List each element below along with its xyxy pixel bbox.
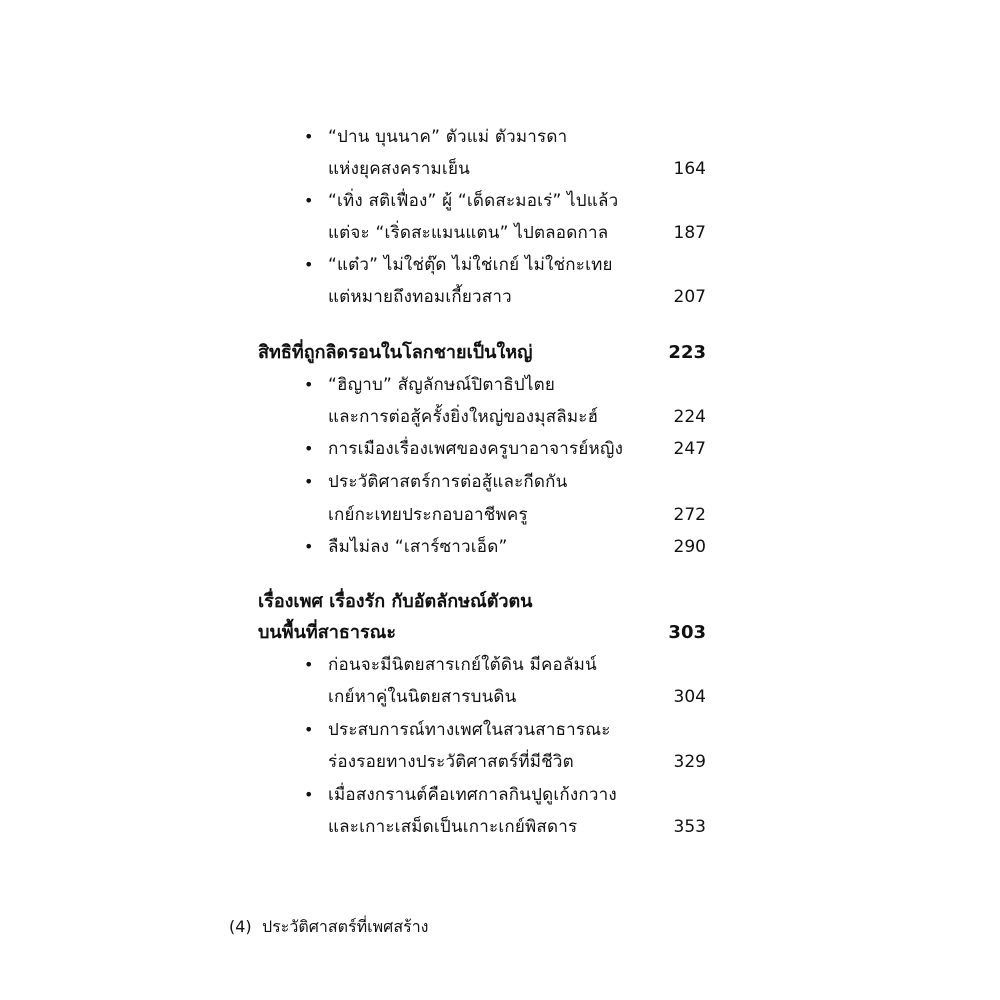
toc-entry-page-number: 207 bbox=[673, 287, 706, 307]
toc-entry-page-number: 187 bbox=[673, 223, 706, 243]
toc-entry-page-number: 247 bbox=[673, 439, 706, 459]
toc-entry-page-number: 304 bbox=[673, 687, 706, 707]
toc-entry-title-line2: แห่งยุคสงครามเย็น bbox=[328, 159, 470, 179]
toc-entry-title-line1: ประสบการณ์ทางเพศในสวนสาธารณะ bbox=[328, 720, 611, 740]
toc-entry-page-number: 224 bbox=[673, 407, 706, 427]
bullet-icon: • bbox=[304, 472, 314, 491]
bullet-icon: • bbox=[304, 255, 314, 274]
toc-section-page-number: 303 bbox=[668, 622, 706, 643]
running-footer-title: ประวัติศาสตร์ที่เพศสร้าง bbox=[262, 917, 429, 936]
bullet-icon: • bbox=[304, 375, 314, 394]
toc-section-heading: เรื่องเพศ เรื่องรัก กับอัตลักษณ์ตัวตน bbox=[258, 591, 533, 612]
toc-entry-title-line2: และการต่อสู้ครั้งยิ่งใหญ่ของมุสลิมะฮ์ bbox=[328, 407, 599, 427]
toc-entry-title-line1: “ปาน บุนนาค” ตัวแม่ ตัวมารดา bbox=[328, 127, 568, 147]
toc-entry-title-line1: “ฮิญาบ” สัญลักษณ์ปิตาธิปไตย bbox=[328, 375, 556, 395]
toc-section-page-number: 223 bbox=[668, 342, 706, 363]
toc-entry-page-number: 329 bbox=[673, 752, 706, 772]
toc-entry-title-line1: เมื่อสงกรานต์คือเทศกาลกินปูดูเก้งกวาง bbox=[328, 785, 617, 805]
toc-entry-page-number: 353 bbox=[673, 817, 706, 837]
toc-entry-title-line2: และเกาะเสม็ดเป็นเกาะเกย์พิสดาร bbox=[328, 817, 578, 837]
toc-section-heading: สิทธิที่ถูกลิดรอนในโลกชายเป็นใหญ่ bbox=[258, 342, 533, 363]
toc-entry-title-line2: ร่องรอยทางประวัติศาสตร์ที่มีชีวิต bbox=[328, 752, 574, 772]
toc-entry-title-line1: ประวัติศาสตร์การต่อสู้และกีดกัน bbox=[328, 472, 568, 492]
toc-entry-title-line2: แต่หมายถึงทอมเกี้ยวสาว bbox=[328, 287, 512, 307]
toc-entry-title-line1: “เทิ่ง สติเฟื่อง” ผู้ “เด็ดสะมอเร่” ไปแล้ว bbox=[328, 191, 619, 211]
toc-entry-page-number: 272 bbox=[673, 505, 706, 525]
toc-entry-page-number: 164 bbox=[673, 159, 706, 179]
toc-entry-title-line1: “แต๋ว” ไม่ใช่ตุ๊ด ไม่ใช่เกย์ ไม่ใช่กะเทย bbox=[328, 255, 613, 275]
bullet-icon: • bbox=[304, 655, 314, 674]
toc-entry-title-line1: การเมืองเรื่องเพศของครูบาอาจารย์หญิง bbox=[328, 439, 624, 459]
bullet-icon: • bbox=[304, 720, 314, 739]
bullet-icon: • bbox=[304, 439, 314, 458]
toc-entry-title-line2: เกย์กะเทยประกอบอาชีพครู bbox=[328, 505, 528, 525]
bullet-icon: • bbox=[304, 537, 314, 556]
toc-entry-title-line1: ก่อนจะมีนิตยสารเกย์ใต้ดิน มีคอลัมน์ bbox=[328, 655, 597, 675]
bullet-icon: • bbox=[304, 127, 314, 146]
bullet-icon: • bbox=[304, 191, 314, 210]
page-number-marker: (4) bbox=[229, 917, 252, 936]
toc-entry-title-line2: เกย์หาคู่ในนิตยสารบนดิน bbox=[328, 687, 517, 707]
toc-entry-page-number: 290 bbox=[673, 537, 706, 557]
toc-entry-title-line2: แต่จะ “เริ่ดสะแมนแตน” ไปตลอดกาล bbox=[328, 223, 609, 243]
toc-entry-title-line1: ลืมไม่ลง “เสาร์ซาวเอ็ด” bbox=[328, 537, 508, 557]
bullet-icon: • bbox=[304, 785, 314, 804]
toc-section-heading-line2: บนพื้นที่สาธารณะ bbox=[258, 622, 396, 643]
